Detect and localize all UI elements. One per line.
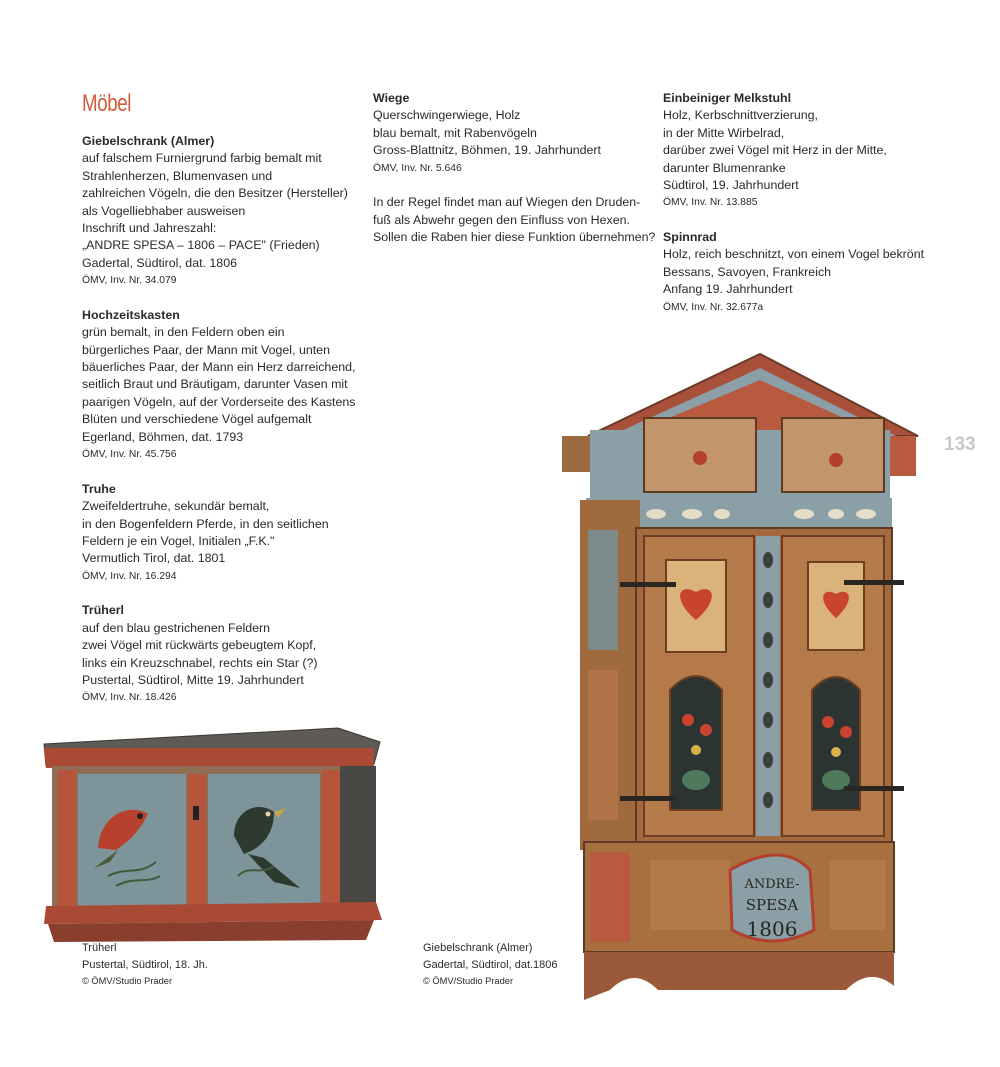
entry-line: Zweifeldertruhe, sekundär bemalt, (82, 499, 270, 514)
page-number: 133 (944, 434, 976, 455)
entry-line: Egerland, Böhmen, dat. 1793 (82, 429, 244, 444)
caption-place: Pustertal, Südtirol, 18. Jh. (82, 958, 208, 971)
entry-line: bürgerliches Paar, der Mann mit Vogel, unten (82, 342, 330, 357)
inventory-number: ÖMV, Inv. Nr. 13.885 (663, 197, 758, 209)
entry-line: Inschrift und Jahreszahl: (82, 221, 217, 236)
inventory-number: ÖMV, Inv. Nr. 32.677a (663, 301, 764, 313)
entry-heading: Einbeiniger Melkstuhl (663, 91, 792, 105)
entry-trueherl (82, 602, 362, 707)
caption-title: Giebelschrank (Almer) (423, 942, 533, 954)
entry-giebelschrank (82, 133, 362, 290)
entry-line: grün bemalt, in den Feldern oben ein (82, 325, 285, 340)
entry-line: Holz, reich beschnitzt, von einem Vogel bekrönt (663, 247, 925, 262)
entry-truhe (82, 481, 362, 586)
entry-line: auf falschem Furniergrund farbig bemalt mit (82, 151, 322, 166)
entry-line: zahlreichen Vögeln, die den Besitzer (Hersteller) (82, 186, 348, 201)
entry-line: paarigen Vögeln, auf der Vorderseite des Kastens (82, 394, 356, 409)
entry-line: blau bemalt, mit Rabenvögeln (373, 125, 537, 140)
entry-line: zwei Vögel mit rückwärts gebeugtem Kopf, (82, 638, 317, 653)
inventory-number: ÖMV, Inv. Nr. 45.756 (82, 449, 177, 461)
caption-credit: © ÖMV/Studio Prader (423, 976, 514, 986)
entry-line: seitlich Braut und Bräutigam, darunter Vasen mit (82, 377, 348, 392)
entry-line: Querschwingerwiege, Holz (373, 108, 521, 123)
entry-line: in der Mitte Wirbelrad, (663, 125, 785, 140)
entry-line: in den Bogenfeldern Pferde, in den seitlichen (82, 516, 329, 531)
entry-line: Feldern je ein Vogel, Initialen „F.K." (82, 533, 275, 548)
caption-credit: © ÖMV/Studio Prader (82, 976, 173, 986)
entry-heading: Hochzeitskasten (82, 307, 180, 322)
entry-line: Südtirol, 19. Jahrhundert (663, 178, 799, 193)
entry-line: links ein Kreuzschnabel, rechts ein Star (?) (82, 655, 318, 670)
entry-heading: Spinnrad (663, 230, 717, 245)
cabinet-illustration (560, 350, 922, 1010)
right-column (663, 90, 963, 333)
inventory-number: ÖMV, Inv. Nr. 16.294 (82, 570, 177, 582)
caption-place: Gadertal, Südtirol, dat.1806 (423, 958, 558, 971)
section-title: Möbel (82, 90, 132, 117)
entry-line: „ANDRE SPESA – 1806 – PACE" (Frieden) (82, 238, 320, 253)
left-column (82, 133, 362, 724)
entry-line: Holz, Kerbschnittverzierung, (663, 108, 818, 123)
entry-line: auf den blau gestrichenen Feldern (82, 620, 271, 635)
inventory-number: ÖMV, Inv. Nr. 18.426 (82, 692, 177, 704)
entry-heading: Wiege (373, 91, 410, 105)
inscription-line3: 1806 (746, 917, 798, 941)
entry-line: Strahlenherzen, Blumenvasen und (82, 168, 273, 183)
caption-title: Trüherl (82, 942, 117, 954)
note-line: fuß als Abwehr gegen den Einfluss von Hexen. (373, 212, 630, 227)
entry-line: Bessans, Savoyen, Frankreich (663, 264, 832, 279)
entry-line: Pustertal, Südtirol, Mitte 19. Jahrhundert (82, 672, 304, 687)
entry-heading: Truhe (82, 481, 116, 496)
entry-hochzeitskasten (82, 307, 362, 464)
entry-line: Vermutlich Tirol, dat. 1801 (82, 551, 226, 566)
chest-illustration (38, 726, 383, 948)
entry-line: Blüten und verschiedene Vögel aufgemalt (82, 412, 312, 427)
inventory-number: ÖMV, Inv. Nr. 34.079 (82, 275, 177, 287)
inventory-number: ÖMV, Inv. Nr. 5.646 (373, 162, 462, 174)
note-line: In der Regel findet man auf Wiegen den Druden- (373, 195, 641, 210)
entry-line: bäuerliches Paar, der Mann ein Herz darreichend, (82, 360, 356, 375)
entry-line: darunter Blumenranke (663, 160, 786, 175)
entry-line: Gadertal, Südtirol, dat. 1806 (82, 255, 237, 270)
middle-column (373, 90, 656, 246)
inscription-line2: SPESA (745, 896, 799, 914)
entry-heading: Giebelschrank (Almer) (82, 134, 215, 148)
inscription-line1: ANDRE- (744, 877, 800, 892)
entry-line: Gross-Blattnitz, Böhmen, 19. Jahrhundert (373, 143, 601, 158)
note-line: Sollen die Raben hier diese Funktion übernehmen? (373, 230, 656, 245)
entry-line: als Vogelliebhaber ausweisen (82, 203, 246, 218)
entry-line: darüber zwei Vögel mit Herz in der Mitte, (663, 143, 887, 158)
entry-heading: Trüherl (82, 603, 124, 618)
entry-line: Anfang 19. Jahrhundert (663, 282, 793, 297)
cabinet-caption (423, 940, 558, 990)
chest-caption (82, 940, 208, 990)
